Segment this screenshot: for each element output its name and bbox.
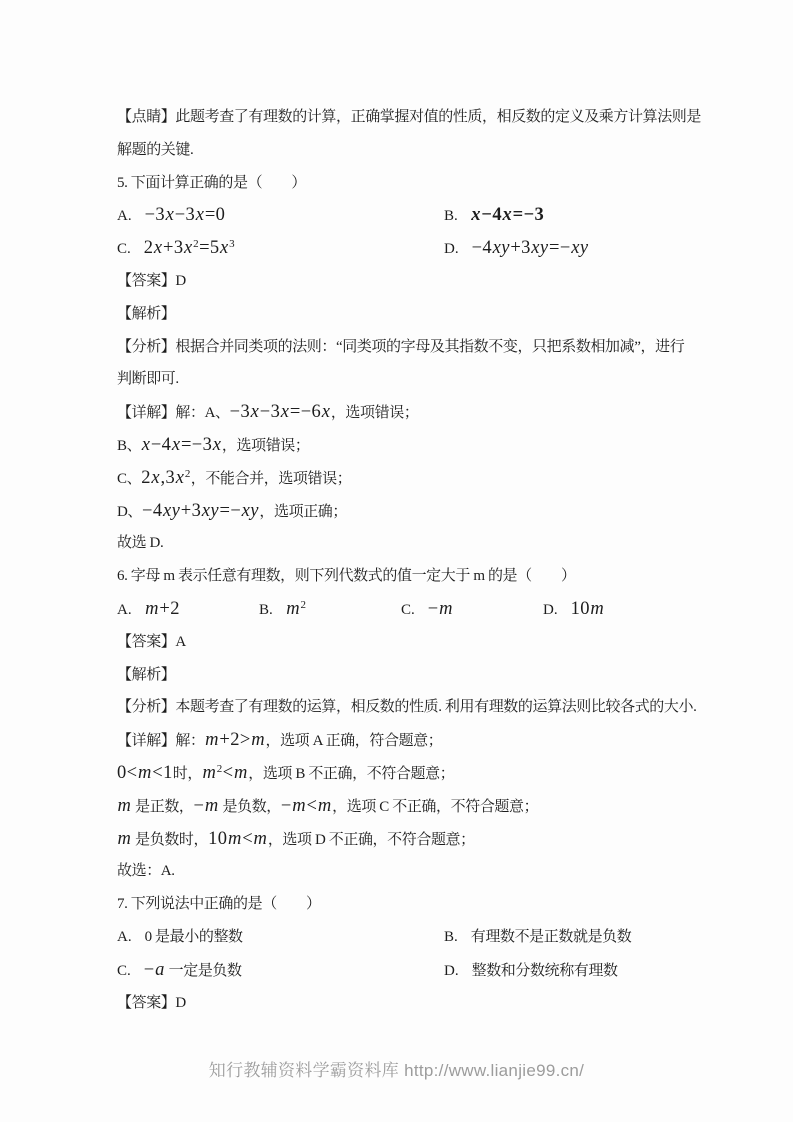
math-inline: 10m bbox=[570, 598, 605, 619]
option-label: D. bbox=[444, 962, 459, 979]
q6-detail-d bbox=[117, 823, 773, 856]
math-inline: x−4x=−3 bbox=[471, 205, 545, 226]
q5-analysis-line1 bbox=[117, 331, 773, 364]
math-inline: $m^2<m$ bbox=[202, 762, 248, 783]
text-run: B、 bbox=[117, 437, 142, 454]
q5-conclusion bbox=[117, 527, 773, 560]
math-inline: 0<m<1 bbox=[117, 762, 173, 783]
math-inline: m bbox=[117, 795, 132, 816]
option-label: A. bbox=[117, 928, 132, 945]
q7-answer bbox=[117, 987, 773, 1020]
math-inline: −3x−3x=−6x bbox=[229, 402, 331, 423]
text-run: 【答案】D bbox=[117, 994, 186, 1011]
text-run: ，不能合并，选项错误； bbox=[190, 470, 352, 487]
q6-detail-c bbox=[117, 790, 773, 823]
q6-analysis bbox=[117, 691, 773, 724]
text-run: 是负数， bbox=[219, 798, 281, 815]
option-item bbox=[117, 954, 444, 988]
q5-detail-d bbox=[117, 495, 773, 528]
q6-options bbox=[117, 593, 773, 626]
option-label: C. bbox=[401, 601, 415, 618]
math-inline: −m bbox=[427, 598, 453, 619]
text-run: 【分析】根据合并同类项的法则：“同类项的字母及其指数不变，只把系数相加减”，进行 bbox=[117, 338, 685, 355]
option-item bbox=[117, 593, 259, 627]
text-run: 【解析】 bbox=[117, 666, 176, 683]
math-inline: x−4x=−3x bbox=[141, 434, 222, 455]
text-run: 6. 字母 m 表示任意有理数，则下列代数式的值一定大于 m 的是（ ） bbox=[117, 568, 576, 585]
math-inline: m+2>m bbox=[205, 730, 265, 751]
math-inline: $2x,3x^2$ bbox=[141, 467, 191, 488]
text-run: ，选项正确； bbox=[259, 503, 347, 520]
math-inline: −a bbox=[143, 959, 165, 980]
text-run: 【解析】 bbox=[117, 305, 176, 322]
text-run: 整数和分数统称有理数 bbox=[471, 962, 618, 979]
q7-options-ab bbox=[117, 921, 773, 954]
text-run: 是负数时， bbox=[131, 831, 209, 848]
text-run: C、 bbox=[117, 470, 142, 487]
text-run: 判断即可. bbox=[117, 371, 179, 388]
text-run: D、 bbox=[117, 503, 143, 520]
option-label: B. bbox=[444, 928, 458, 945]
q6-analysis-header bbox=[117, 659, 773, 692]
q5-analysis-line2 bbox=[117, 363, 773, 396]
text-run: 是正数， bbox=[131, 798, 194, 815]
q5-options-cd bbox=[117, 232, 773, 265]
option-label: C. bbox=[117, 241, 131, 258]
math-inline: 10m<m bbox=[208, 828, 268, 849]
option-label: A. bbox=[117, 208, 132, 225]
q5-analysis-header bbox=[117, 298, 773, 331]
q5-stem bbox=[117, 167, 773, 200]
q6-stem bbox=[117, 560, 773, 593]
q5-detail-a bbox=[117, 396, 773, 429]
option-item bbox=[543, 593, 605, 627]
option-label: C. bbox=[117, 962, 131, 979]
q5-detail-c bbox=[117, 462, 773, 495]
math-inline: −4xy+3xy=−xy bbox=[471, 238, 589, 259]
text-run: 5. 下面计算正确的是（ ） bbox=[117, 174, 307, 191]
text-run: ，选项 A 正确，符合题意； bbox=[265, 733, 443, 750]
q5-options-ab bbox=[117, 199, 773, 232]
option-item bbox=[444, 232, 589, 266]
option-item bbox=[259, 593, 401, 627]
text-run: 【详解】解： bbox=[117, 733, 205, 750]
option-item bbox=[444, 199, 544, 233]
text-run: 0 是最小的整数 bbox=[144, 928, 243, 945]
q6-answer bbox=[117, 626, 773, 659]
option-label: A. bbox=[117, 601, 132, 618]
text-run: 时， bbox=[172, 765, 202, 782]
text-run: 一定是负数 bbox=[165, 962, 242, 979]
option-item bbox=[444, 955, 618, 988]
text-run: 7. 下列说法中正确的是（ ） bbox=[117, 896, 321, 913]
q6-conclusion bbox=[117, 855, 773, 888]
text-run: 【分析】本题考查了有理数的运算，相反数的性质. 利用有理数的运算法则比较各式的大小. bbox=[117, 699, 697, 716]
q5-answer bbox=[117, 265, 773, 298]
math-inline: $m^2$ bbox=[286, 598, 307, 619]
math-inline: −m<m bbox=[280, 795, 332, 816]
math-inline: m+2 bbox=[145, 598, 180, 619]
footer-text: 知行教辅资料学霸资料库 http://www.lianjie99.cn/ bbox=[208, 1061, 585, 1080]
page-footer bbox=[0, 1056, 793, 1081]
option-item bbox=[444, 921, 631, 954]
text-run: 解题的关键. bbox=[117, 141, 194, 158]
option-item bbox=[401, 593, 543, 627]
text-run: ，选项错误； bbox=[330, 405, 419, 422]
text-run: ，选项 C 不正确，不符合题意； bbox=[332, 798, 539, 815]
option-item bbox=[117, 921, 444, 954]
option-item bbox=[117, 232, 444, 266]
option-label: D. bbox=[444, 241, 459, 258]
text-run: 【答案】D bbox=[117, 272, 186, 289]
document-lines bbox=[117, 101, 773, 1019]
text-run: 【点睛】此题考查了有理数的计算，正确掌握对值的性质，相反数的定义及乘方计算法则是 bbox=[117, 109, 702, 125]
text-run: 故选：A. bbox=[117, 863, 175, 880]
text-run: ，选项 D 不正确，不符合题意； bbox=[267, 831, 475, 848]
option-label: D. bbox=[543, 601, 558, 618]
text-run: ，选项错误； bbox=[221, 437, 310, 454]
text-run: 【答案】A bbox=[117, 633, 186, 650]
text-run: ，选项 B 不正确，不符合题意； bbox=[248, 765, 455, 782]
math-inline: −4xy+3xy=−xy bbox=[142, 500, 259, 521]
option-item bbox=[117, 199, 444, 233]
text-run: 故选 D. bbox=[117, 535, 164, 552]
text-run: 【详解】解：A、 bbox=[117, 405, 230, 422]
q6-detail-a bbox=[117, 724, 773, 757]
q7-stem bbox=[117, 888, 773, 921]
q7-options-cd bbox=[117, 954, 773, 987]
q4-remark-line1 bbox=[117, 101, 773, 134]
math-inline: $2x+3x^2=5x^3$ bbox=[143, 238, 236, 259]
option-label: B. bbox=[444, 208, 458, 225]
q6-detail-b bbox=[117, 757, 773, 790]
q5-detail-b bbox=[117, 429, 773, 462]
q4-remark-line2 bbox=[117, 134, 773, 167]
text-run: 有理数不是正数就是负数 bbox=[470, 928, 632, 945]
math-inline: m bbox=[117, 828, 132, 849]
option-label: B. bbox=[259, 601, 273, 618]
math-inline: −3x−3x=0 bbox=[144, 205, 226, 226]
math-inline: −m bbox=[193, 795, 219, 816]
